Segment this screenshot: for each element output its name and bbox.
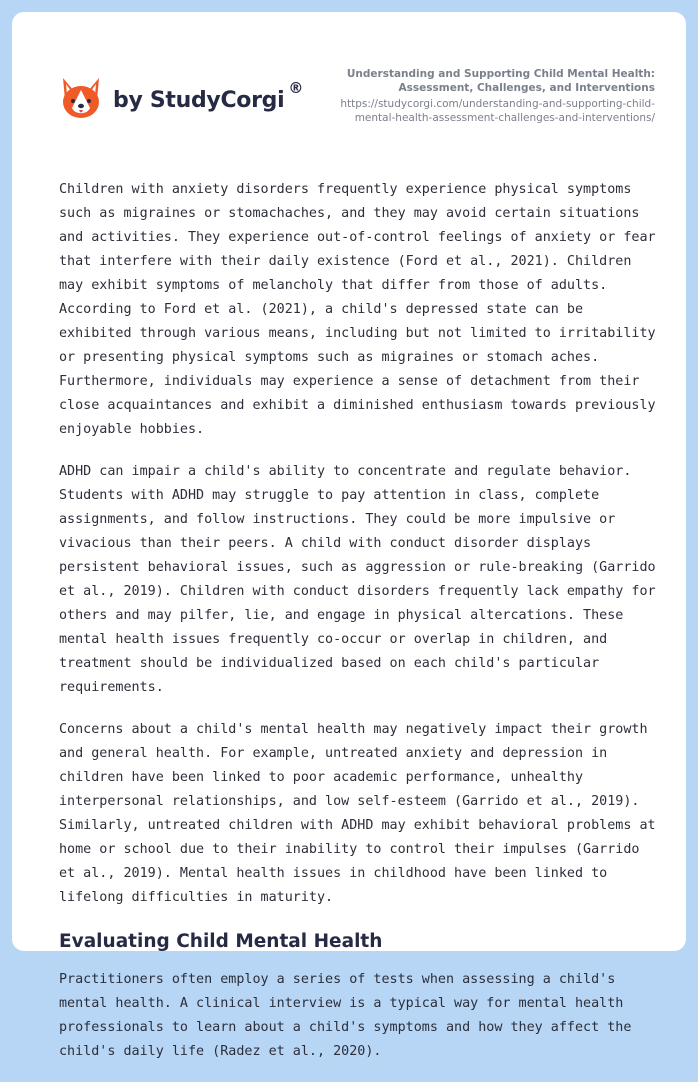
body-paragraph: Children with anxiety disorders frequently experience physical symptoms such as migraines or stomachaches, and they may avoid certain situations and activities. They experience out-of-control feelings of anxiety or fear that interfere with their daily existence (Ford et al., 2021). Children may exhibit symptoms of melancholy that differ from those of adults. According to Ford et al. (2021), a child's depressed state can be exhibited through various means, including but not limited to irritability or presenting physical symptoms such as migraines or stomach aches. Furthermore, individuals may experience a sense of detachment from their close acquaintances and exhibit a diminished enthusiasm towards previously enjoyable hobbies. (59, 182, 656, 437)
document-body (59, 178, 659, 1082)
section-paragraph: Practitioners often employ a series of tests when assessing a child's mental health. A clinical interview is a typical way for mental health professionals to learn about a child's symptoms and how they affect the child's daily life (Radez et al., 2020). (59, 972, 632, 1059)
studycorgi-logo[interactable] (59, 74, 303, 122)
section-heading: Evaluating Child Mental Health (59, 931, 383, 952)
document-title-line-1: Understanding and Supporting Child Mental Health: (346, 68, 655, 80)
document-page (12, 12, 686, 1059)
document-url-line-1: https://studycorgi.com/understanding-and-supporting-child- (340, 98, 655, 110)
page-header (12, 12, 686, 162)
registered-mark: ® (288, 79, 304, 97)
body-paragraph: Concerns about a child's mental health may negatively impact their growth and general health. For example, untreated anxiety and depression in children have been linked to poor academic performance, unhealthy interpersonal relationships, and low self-esteem (Garrido et al., 2019). Similarly, untreated children with ADHD may exhibit behavioral problems at home or school due to their inability to control their impulses (Garrido et al., 2019). Mental health issues in childhood have been linked to lifelong difficulties in maturity. (59, 722, 656, 905)
body-paragraph: ADHD can impair a child's ability to concentrate and regulate behavior. Students with ADHD may struggle to pay attention in class, complete assignments, and follow instructions. They could be more impulsive or vivacious than their peers. A child with conduct disorder displays persistent behavioral issues, such as aggression or rule-breaking (Garrido et al., 2019). Children with conduct disorders frequently lack empathy for others and may pilfer, lie, and engage in physical altercations. These mental health issues frequently co-occur or overlap in children, and treatment should be individualized based on each child's particular requirements. (59, 464, 656, 695)
document-meta (295, 67, 655, 125)
document-url-link[interactable] (295, 97, 655, 125)
document-url-line-2: mental-health-assessment-challenges-and-interventions/ (354, 112, 655, 124)
brand-name: by StudyCorgi (113, 87, 285, 113)
corgi-head-icon (59, 74, 103, 122)
document-title-line-2: Assessment, Challenges, and Interventions (398, 82, 655, 94)
